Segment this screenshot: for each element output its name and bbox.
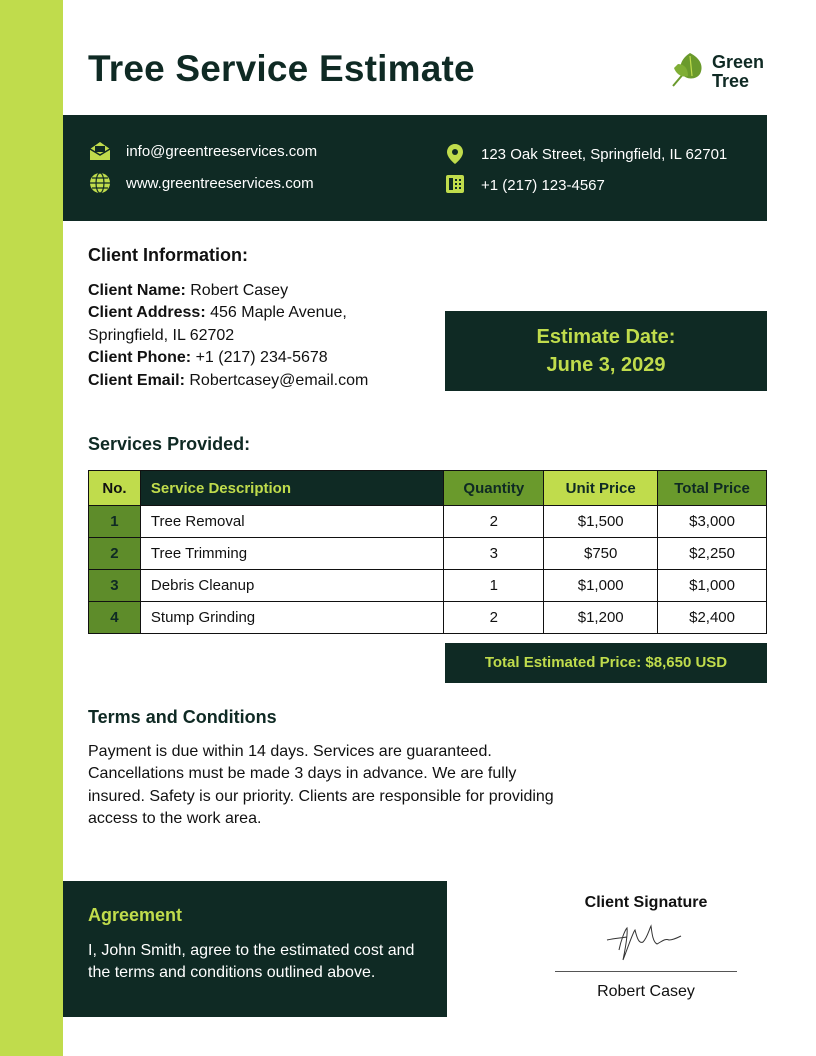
cell-description: Debris Cleanup <box>140 570 443 602</box>
total-price-box: Total Estimated Price: $8,650 USD <box>445 643 767 683</box>
client-email-label: Client Email: <box>88 371 185 389</box>
cell-unit-price: $1,500 <box>544 506 658 538</box>
client-address-row <box>88 302 428 347</box>
estimate-date: June 3, 2029 <box>546 354 666 376</box>
client-phone-label: Client Phone: <box>88 349 192 367</box>
client-email-row <box>88 370 428 392</box>
cell-description: Tree Trimming <box>140 538 443 570</box>
terms-text: Payment is due within 14 days. Services are guaranteed. Cancellations must be made 3 days in advance. We are fully insured. Safety is our priority. Clients are responsible for providing access to the work area. <box>88 743 554 828</box>
cell-no: 2 <box>89 538 141 570</box>
contact-email[interactable] <box>88 139 317 163</box>
client-phone-row <box>88 347 428 369</box>
col-header-unit-price: Unit Price <box>544 471 658 506</box>
client-name-row <box>88 280 428 302</box>
contact-address <box>443 142 727 166</box>
table-row <box>89 538 767 570</box>
client-email: Robertcasey@email.com <box>189 371 369 389</box>
cell-total-price: $1,000 <box>658 570 767 602</box>
estimate-date-box <box>445 311 767 391</box>
services-heading: Services Provided: <box>88 434 251 454</box>
signature-heading: Client Signature <box>584 894 708 911</box>
cell-quantity: 2 <box>444 506 544 538</box>
services-table <box>88 470 767 634</box>
signature-name: Robert Casey <box>597 983 695 1000</box>
signature-image <box>605 920 685 969</box>
contact-website[interactable] <box>88 171 314 195</box>
cell-quantity: 3 <box>444 538 544 570</box>
logo-line-1: Green <box>712 51 765 72</box>
client-address: 456 Maple Avenue, Springfield, IL 62702 <box>88 304 347 344</box>
map-pin-icon <box>443 142 467 166</box>
client-name: Robert Casey <box>190 282 289 299</box>
cell-unit-price: $750 <box>544 538 658 570</box>
signature-line <box>555 971 737 972</box>
cell-no: 1 <box>89 506 141 538</box>
client-info-heading: Client Information: <box>88 245 248 265</box>
col-header-quantity: Quantity <box>444 471 544 506</box>
client-info <box>88 280 428 392</box>
phone-icon <box>443 173 467 197</box>
cell-unit-price: $1,200 <box>544 602 658 634</box>
col-header-no: No. <box>89 471 141 506</box>
phone-text: +1 (217) 123-4567 <box>481 176 605 194</box>
accent-sidebar <box>0 0 63 1056</box>
website-text: www.greentreeservices.com <box>126 174 314 192</box>
agreement-text: I, John Smith, agree to the estimated cost and the terms and conditions outlined above. <box>88 942 415 981</box>
table-row <box>89 506 767 538</box>
logo-line-2: Tree <box>712 70 750 91</box>
cell-no: 3 <box>89 570 141 602</box>
cell-total-price: $2,250 <box>658 538 767 570</box>
agreement-box <box>63 881 447 1017</box>
contact-phone[interactable] <box>443 173 605 197</box>
table-header-row <box>89 471 767 506</box>
terms-heading: Terms and Conditions <box>88 707 277 727</box>
col-header-total-price: Total Price <box>658 471 767 506</box>
page-title: Tree Service Estimate <box>88 48 475 89</box>
globe-icon <box>88 171 112 195</box>
cell-total-price: $2,400 <box>658 602 767 634</box>
client-phone: +1 (217) 234-5678 <box>195 349 328 367</box>
client-name-label: Client Name: <box>88 282 186 299</box>
col-header-description: Service Description <box>140 471 443 506</box>
cell-unit-price: $1,000 <box>544 570 658 602</box>
email-text: info@greentreeservices.com <box>126 142 318 160</box>
cell-total-price: $3,000 <box>658 506 767 538</box>
cell-description: Tree Removal <box>140 506 443 538</box>
cell-no: 4 <box>89 602 141 634</box>
address-text: 123 Oak Street, Springfield, IL 62701 <box>481 145 728 163</box>
table-row <box>89 602 767 634</box>
estimate-date-label: Estimate Date: <box>536 326 676 348</box>
agreement-heading: Agreement <box>88 905 183 925</box>
client-address-label: Client Address: <box>88 304 206 322</box>
cell-quantity: 1 <box>444 570 544 602</box>
contact-bar <box>63 115 767 221</box>
cell-description: Stump Grinding <box>140 602 443 634</box>
company-logo <box>670 50 764 93</box>
table-row <box>89 570 767 602</box>
leaf-icon <box>670 50 706 93</box>
envelope-icon <box>88 139 112 163</box>
cell-quantity: 2 <box>444 602 544 634</box>
